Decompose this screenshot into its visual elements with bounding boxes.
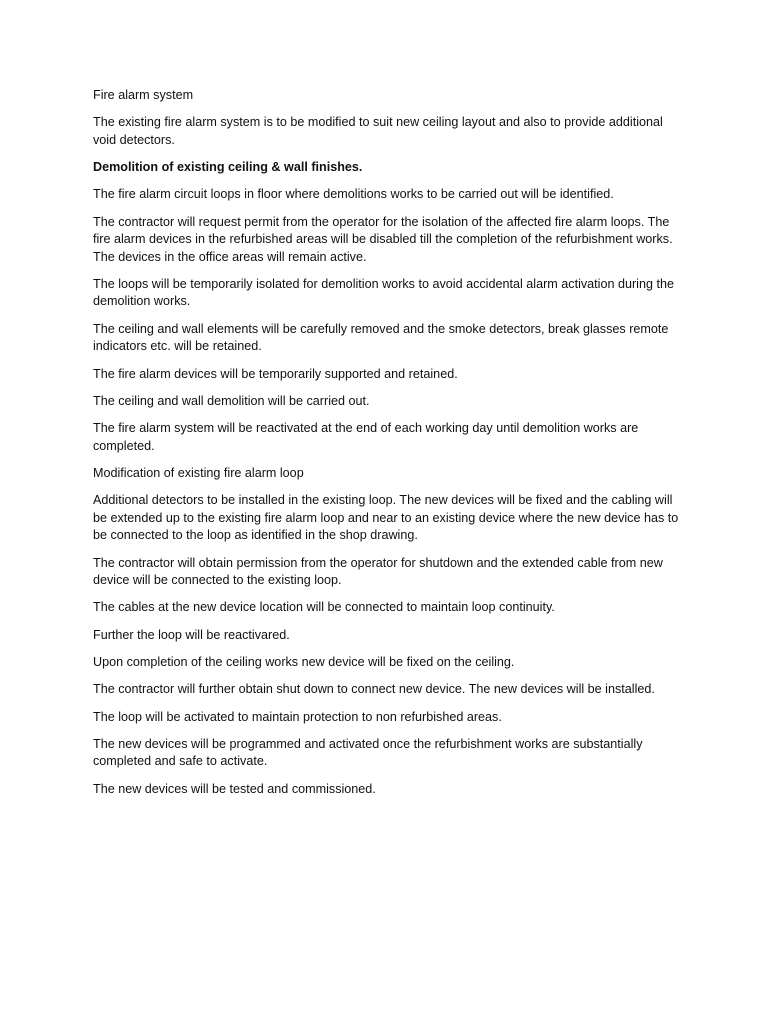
paragraph: The contractor will further obtain shut down to connect new device. The new devices will be installed. bbox=[93, 682, 655, 697]
section-heading: Demolition of existing ceiling & wall finishes. bbox=[93, 160, 363, 175]
paragraph: The contractor will request permit from the operator for the isolation of the affected fire alarm loops. The fire alarm devices in the refurbished areas will be disabled till the completion of the refurbishment works. The devices in the office areas will remain active. bbox=[93, 214, 673, 264]
paragraph: The ceiling and wall demolition will be carried out. bbox=[93, 393, 370, 408]
paragraph: The fire alarm devices will be temporarily supported and retained. bbox=[93, 366, 458, 381]
paragraph: The fire alarm system will be reactivated at the end of each working day until demolition works are completed. bbox=[93, 421, 639, 453]
paragraph: The loop will be activated to maintain protection to non refurbished areas. bbox=[93, 709, 502, 724]
paragraph: The fire alarm circuit loops in floor where demolitions works to be carried out will be identified. bbox=[93, 187, 614, 202]
paragraph: Additional detectors to be installed in the existing loop. The new devices will be fixed and the cabling will be extended up to the existing fire alarm loop and near to an existing device where the new device has to be connected to the loop as identified in the shop drawing. bbox=[93, 493, 679, 543]
paragraph: Further the loop will be reactivared. bbox=[93, 627, 290, 642]
paragraph: The new devices will be programmed and activated once the refurbishment works are substantially completed and safe to activate. bbox=[93, 736, 643, 769]
paragraph: The new devices will be tested and commissioned. bbox=[93, 781, 376, 796]
paragraph: The existing fire alarm system is to be modified to suit new ceiling layout and also to provide additional void detectors. bbox=[93, 115, 663, 147]
section-heading: Modification of existing fire alarm loop bbox=[93, 465, 304, 480]
paragraph: The cables at the new device location will be connected to maintain loop continuity. bbox=[93, 600, 555, 615]
document-body bbox=[93, 87, 683, 808]
paragraph: The ceiling and wall elements will be carefully removed and the smoke detectors, break glasses remote indicators etc. will be retained. bbox=[93, 321, 669, 354]
paragraph: The contractor will obtain permission from the operator for shutdown and the extended cable from new device will be connected to the existing loop. bbox=[93, 555, 663, 588]
paragraph: Upon completion of the ceiling works new device will be fixed on the ceiling. bbox=[93, 654, 515, 669]
paragraph: The loops will be temporarily isolated for demolition works to avoid accidental alarm activation during the demolition works. bbox=[93, 276, 674, 309]
document-title: Fire alarm system bbox=[93, 88, 194, 102]
